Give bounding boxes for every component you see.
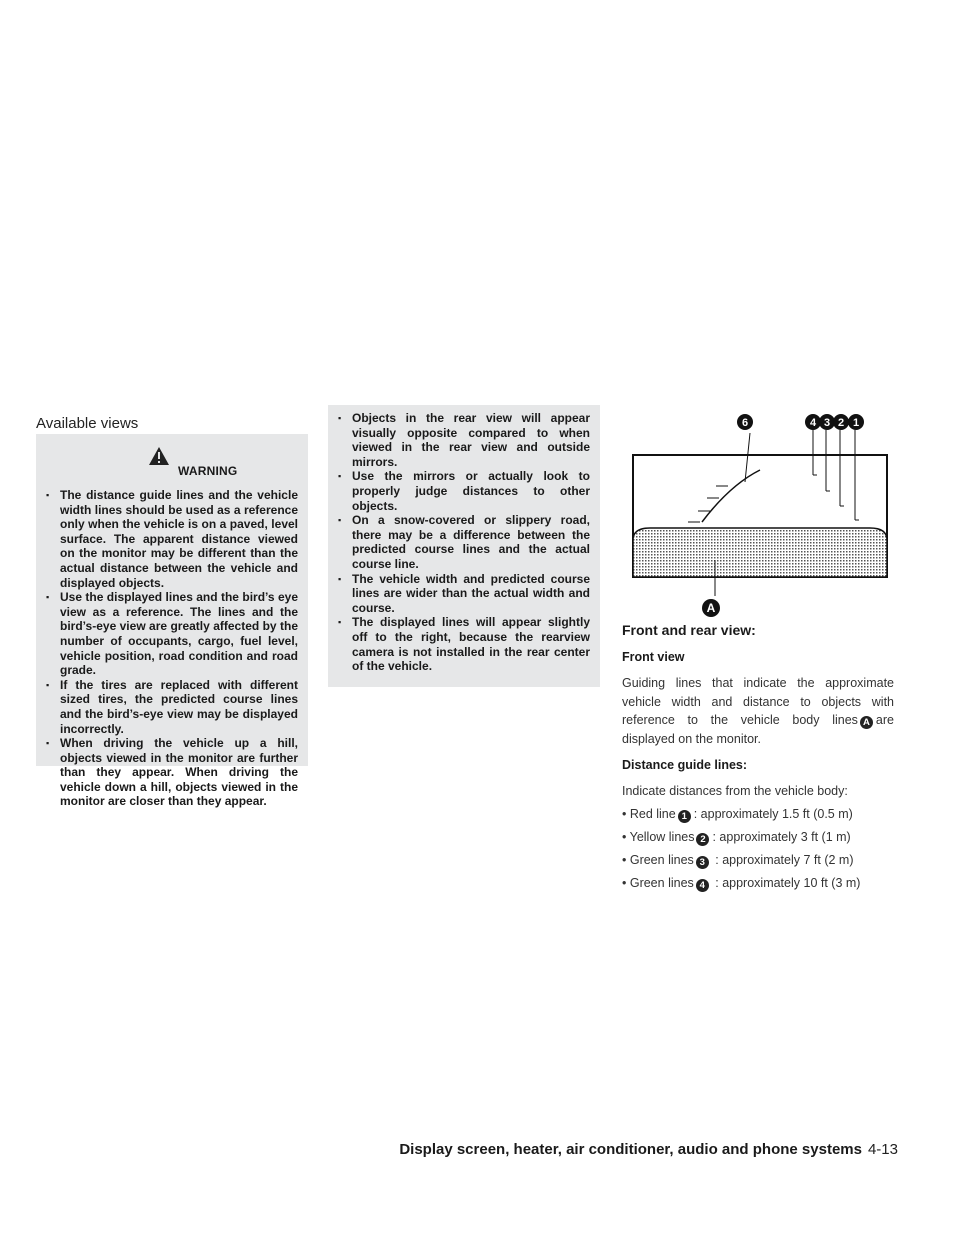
warning-item: ▪ If the tires are replaced with different sized tires, the predicted course lines and the bird’s-eye view may be displayed incorrectly. xyxy=(46,678,298,736)
warning-box-left xyxy=(36,434,308,809)
front-view-heading: Front view xyxy=(622,650,685,664)
footer-chapter-title: Display screen, heater, air conditioner, audio and phone systems xyxy=(399,1141,862,1158)
warning-title: WARNING xyxy=(178,464,238,478)
distance-line-yellow: • Yellow lines 2 : approximately 3 ft (1 m) xyxy=(622,830,851,845)
section-heading: Available views xyxy=(36,415,139,433)
svg-text:3: 3 xyxy=(823,417,831,429)
front-view-description: Guiding lines that indicate the approximate vehicle width and distance to objects with reference to the vehicle body lines A are displayed on the monitor. xyxy=(622,676,894,746)
svg-text:1: 1 xyxy=(852,417,860,429)
page-number: 4-13 xyxy=(867,1141,898,1158)
warning-list-left xyxy=(46,488,298,809)
distance-line-red: • Red line 1 : approximately 1.5 ft (0.5 m) xyxy=(622,807,853,822)
warning-item: ▪ Use the mirrors or actually look to properly judge distances to other objects. xyxy=(338,469,590,513)
svg-text:4: 4 xyxy=(809,417,817,429)
warning-item: ▪ The displayed lines will appear slightly off to the right, because the rearview camera is not installed in the rear center of the vehicle. xyxy=(338,615,590,673)
vehicle-body-area xyxy=(633,528,887,577)
page-footer xyxy=(399,1141,898,1158)
warning-item: ▪ The distance guide lines and the vehicle width lines should be used as a reference only when the vehicle is on a paved, level surface. The apparent distance viewed on the monitor may be different than the actual distance between the vehicle and displayed objects. xyxy=(46,488,298,590)
marker-a: A xyxy=(860,716,873,729)
front-view-diagram xyxy=(630,410,890,625)
distance-intro: Indicate distances from the vehicle body: xyxy=(622,784,848,798)
warning-item: ▪ Use the displayed lines and the bird’s eye view as a reference. The lines and the bird’s-eye view are greatly affected by the number of occupants, cargo, fuel level, vehicle position, road condition and road grade. xyxy=(46,590,298,678)
warning-list-right xyxy=(338,411,590,674)
front-rear-heading: Front and rear view: xyxy=(622,622,756,638)
warning-item: ▪ When driving the vehicle up a hill, objects viewed in the monitor are further than they appear. When driving the vehicle down a hill, objects viewed in the monitor are closer than they appear. xyxy=(46,736,298,809)
distance-line-green-2m: • Green lines 3 : approximately 7 ft (2 m) xyxy=(622,853,854,868)
warning-item: ▪ The vehicle width and predicted course lines are wider than the actual width and course. xyxy=(338,572,590,616)
right-column xyxy=(622,622,894,897)
svg-text:2: 2 xyxy=(837,417,845,429)
svg-text:A: A xyxy=(706,601,716,615)
distance-line-green-3m: • Green lines 4 : approximately 10 ft (3 m) xyxy=(622,876,861,891)
warning-icon xyxy=(148,446,170,466)
svg-text:6: 6 xyxy=(741,417,749,429)
warning-box-right xyxy=(328,405,600,687)
warning-header xyxy=(46,446,298,476)
warning-item: ▪ On a snow-covered or slippery road, there may be a difference between the predicted course lines and the actual course line. xyxy=(338,513,590,571)
distance-heading: Distance guide lines: xyxy=(622,758,748,772)
warning-item: ▪ Objects in the rear view will appear visually opposite compared to when viewed in the rear view and outside mirrors. xyxy=(338,411,590,469)
